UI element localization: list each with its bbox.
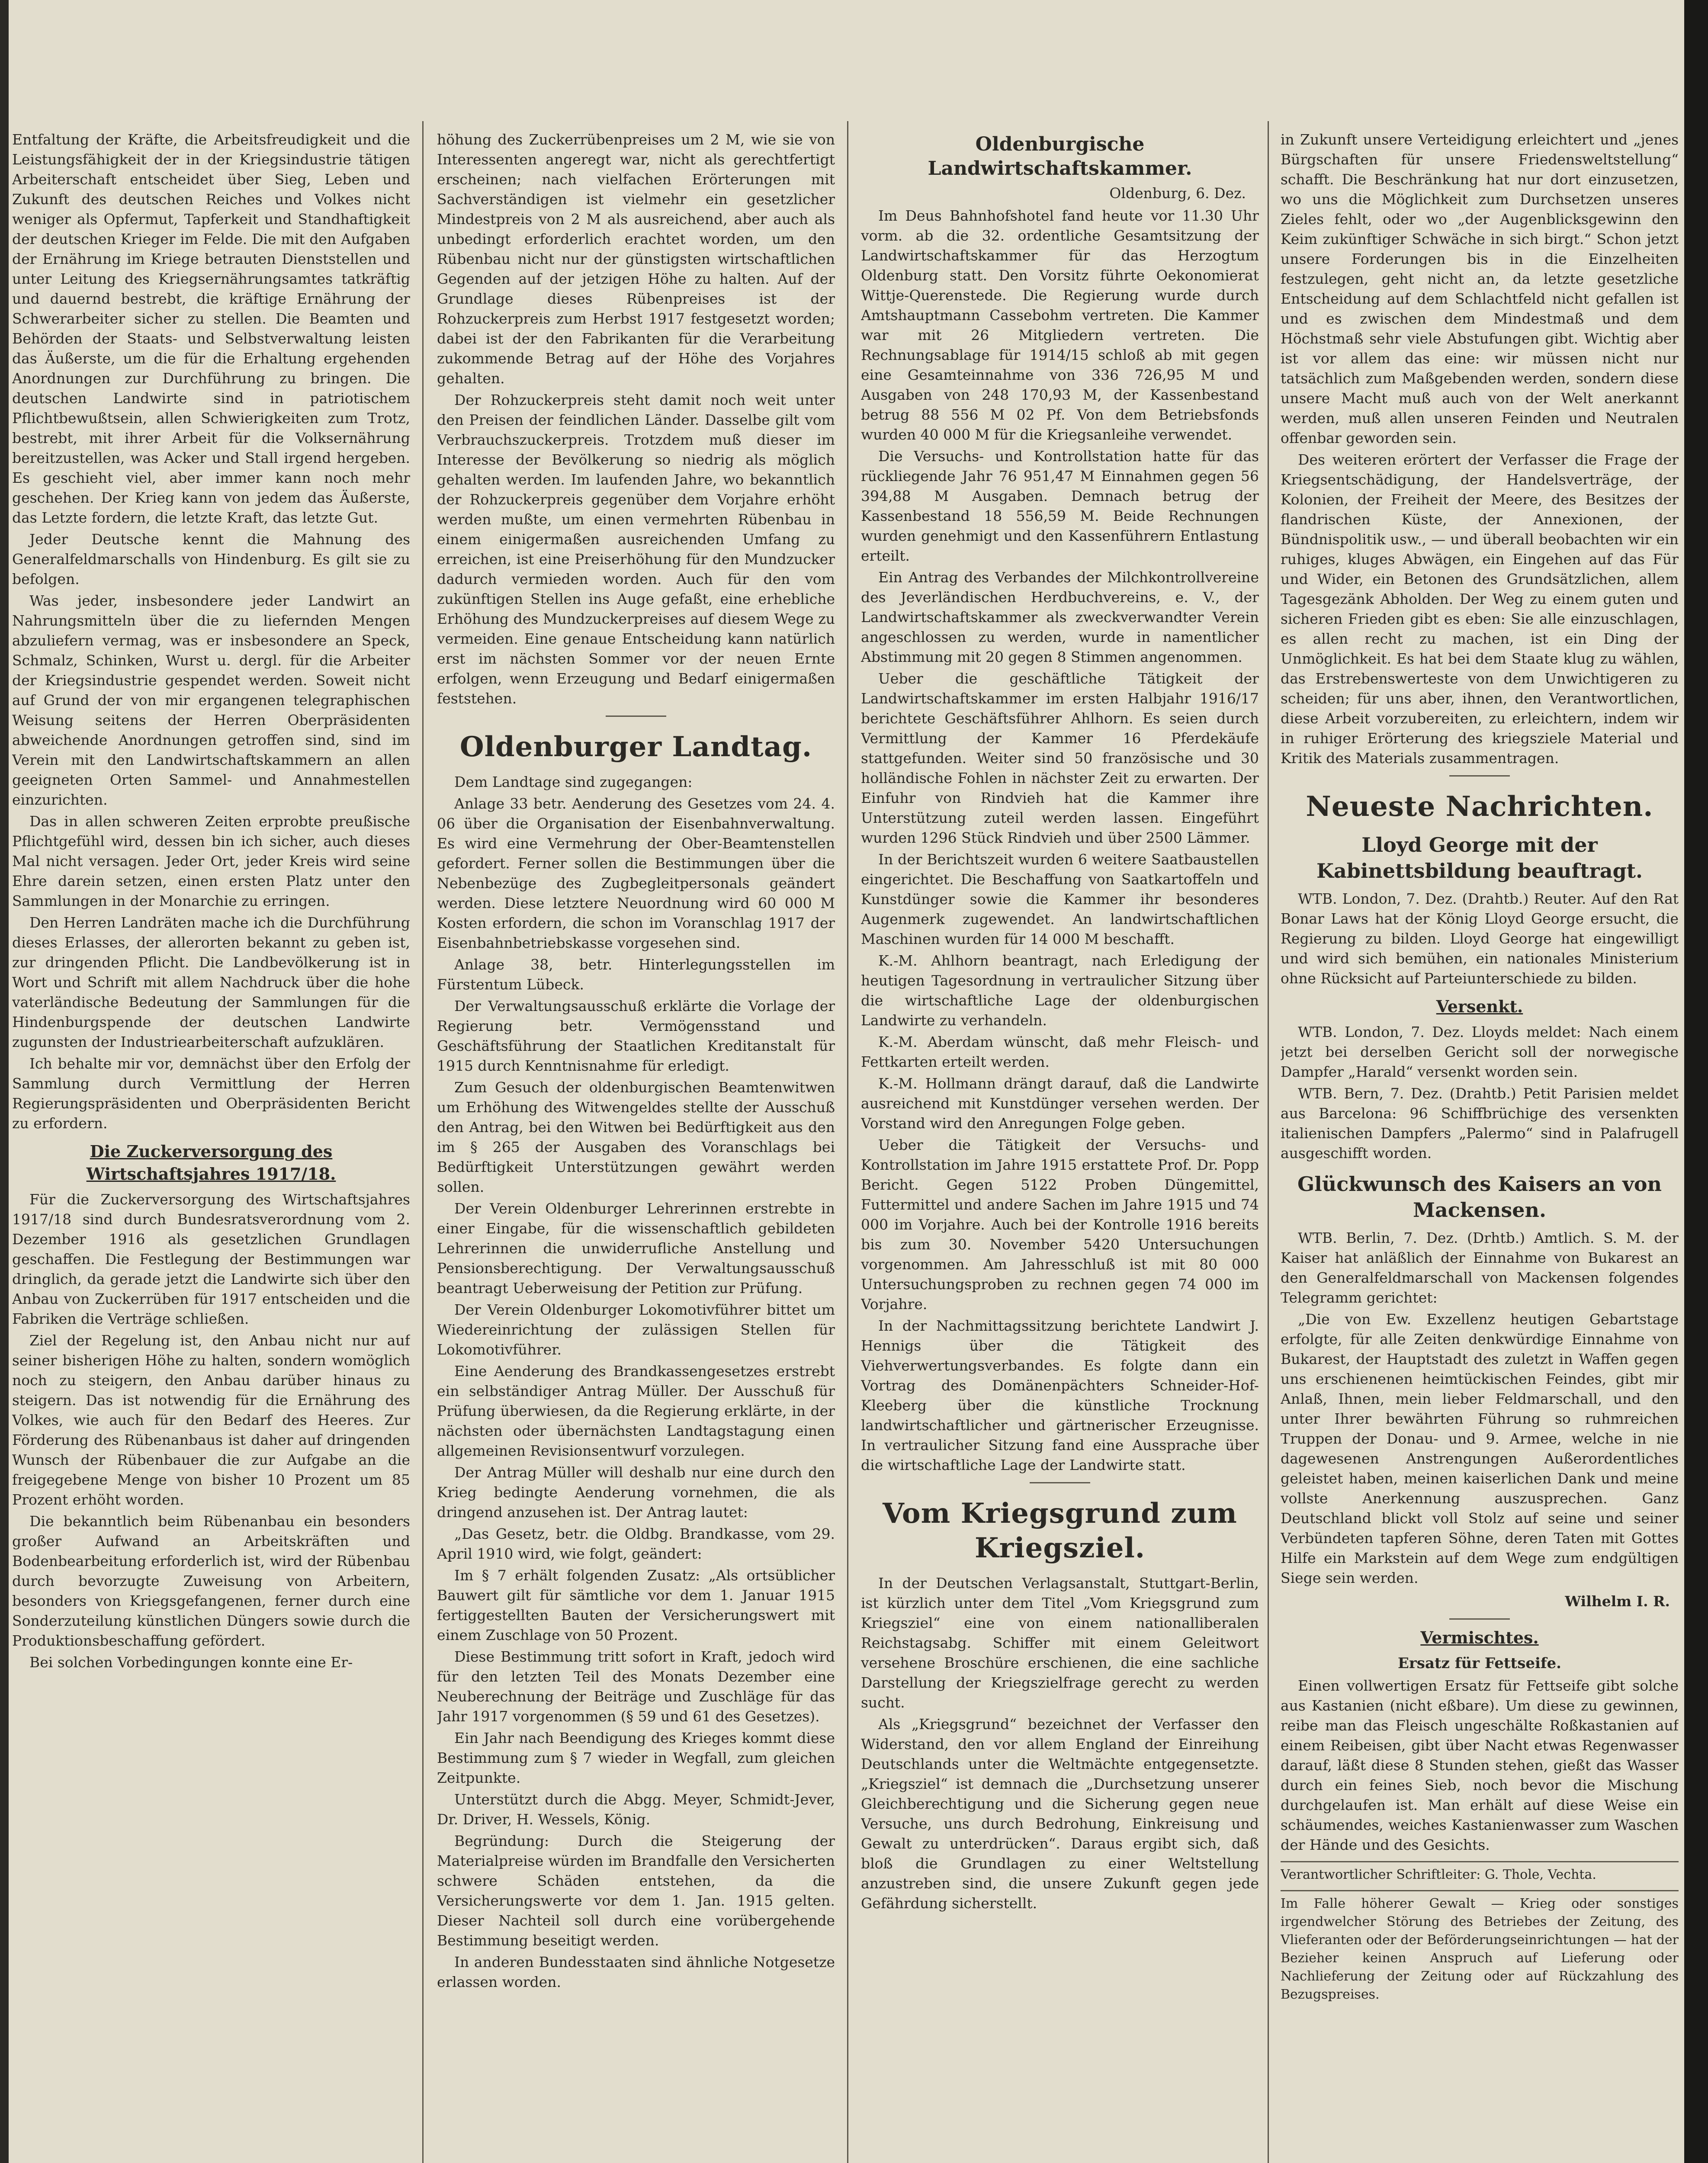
scan-background [1684, 0, 1708, 2163]
separator [606, 716, 666, 717]
column-4 [1281, 130, 1679, 2163]
article-heading: Oldenburgische Landwirtschaftskammer. [928, 133, 1192, 180]
paragraph: Anlage 38, betr. Hinterlegungsstellen im Fürstentum Lübeck. [437, 956, 835, 993]
paragraph: Ueber die Tätigkeit der Versuchs- und Kontrollstation im Jahre 1915 erstattete Prof. Dr. Popp Bericht. Gegen 5122 Proben Düngemittel, Futtermittel und andere Sachen im Jahre 1915 und 74 000 im Vorjahre. Auch bei der Kontrolle 1916 bereits bis zum 30. November 5420 Untersuchungen vorgenommen. Am Jahresschluß ist mit 80 000 Untersuchungsproben zu rechnen gegen 74 000 im Vorjahre. [861, 1136, 1259, 1313]
paragraph: Im § 7 erhält folgenden Zusatz: „Als ortsüblicher Bauwert gilt für sämtliche vor dem 1. Januar 1915 fertiggestellten Bauten der Versicherungswert mit einem Zuschlage von 50 Prozent. [437, 1567, 835, 1643]
editor-line: Verantwortlicher Schriftleiter: G. Thole, Vechta. [1281, 1861, 1679, 1884]
paragraph: Bei solchen Vorbedingungen konnte eine Er- [29, 1654, 353, 1671]
column-rule [847, 121, 848, 2163]
paragraph: Entfaltung der Kräfte, die Arbeitsfreudigkeit und die Leistungsfähigkeit der in der Kriegsindustrie tätigen Arbeiterschaft entscheidet über Sieg, Leben und Zukunft des deutschen Reiches und Volkes nicht weniger als Opfermut, Tapferkeit und Standhaftigkeit der deutschen Krieger im Felde. Die mit den Aufgaben der Ernährung im Kriege betrauten Dienststellen und unter Leitung des Kriegsernährungsamtes tatkräftig und dauernd bestrebt, die kräftige Ernährung der Schwerarbeiter sicher zu stellen. Die Beamten und Behörden der Staats- und Selbstverwaltung leisten das Äußerste, um die für die Erhaltung ergehenden Anordnungen zur Durchführung zu bringen. Die deutschen Landwirte sind in patriotischem Pflichtbewußtsein, allen Schwierigkeiten zum Trotz, bestrebt, mit ihrer Arbeit für die Volksernährung bereitzustellen, was Acker und Stall irgend hergeben. Es geschieht viel, aber immer kann noch mehr geschehen. Der Krieg kann von jedem das Äußerste, das Letzte fordern, die letzte Kraft, das letzte Gut. [12, 131, 410, 526]
paragraph: WTB. Bern, 7. Dez. (Drahtb.) Petit Parisien meldet aus Barcelona: 96 Schiffbrüchige des versenkten italienischen Dampfers „Palermo“ sind in Palafrugell ausgeschifft worden. [1281, 1085, 1679, 1162]
paragraph: K.-M. Ahlhorn beantragt, nach Erledigung der heutigen Tagesordnung in vertraulicher Sitzung über die wirtschaftliche Lage der oldenburgischen Landwirte zu verhandeln. [861, 952, 1259, 1029]
paragraph: Im Deus Bahnhofshotel fand heute vor 11.30 Uhr vorm. ab die 32. ordentliche Gesamtsitzung der Landwirtschaftskammer für das Herzogtum Oldenburg statt. Den Vorsitz führte Oekonomierat Wittje-Querenstede. Die Regierung wurde durch Amtshauptmann Cassebohm vertreten. Die Kammer war mit 26 Mitgliedern vertreten. Die Rechnungsablage für 1914/15 schloß ab mit gegen eine Gesamteinnahme von 336 726,95 M und Ausgaben von 248 170,93 M, der Kassenbestand betrug 88 556 M 02 Pf. Von dem Betriebsfonds wurden 40 000 M für die Kriegsanleihe verwendet. [861, 207, 1259, 443]
column-rule [422, 121, 424, 2163]
separator [1449, 775, 1510, 777]
signature: Wilhelm I. R. [1565, 1593, 1670, 1610]
paragraph: Ziel der Regelung ist, den Anbau nicht nur auf seiner bisherigen Höhe zu halten, sondern womöglich noch zu steigern, den Anbau darüber hinaus zu steigern. Das ist notwendig für die Ernährung des Volkes, wie auch für den Bedarf des Heeres. Zur Förderung des Rübenanbaus ist daher auf dringenden Wunsch der Rübenbauer die zur Aufgabe an die freigegebene Menge von bisher 10 Prozent um 85 Prozent erhöht worden. [12, 1332, 410, 1508]
paragraph: Das in allen schweren Zeiten erprobte preußische Pflichtgefühl wird, dessen bin ich sicher, auch dieses Mal nicht versagen. Jeder Ort, jeder Kreis wird seine Ehre darein setzen, einen ersten Platz unter den Sammlungen in der Monarchie zu erringen. [12, 813, 410, 909]
paragraph: Unterstützt durch die Abgg. Meyer, Schmidt-Jever, Dr. Driver, H. Wessels, König. [437, 1791, 835, 1828]
paragraph: Ueber die geschäftliche Tätigkeit der Landwirtschaftskammer im ersten Halbjahr 1916/17 berichtete Geschäftsführer Ahlhorn. Es seien durch Vermittlung der Kammer 16 Pferdekäufe stattgefunden. Weiter sind 50 französische und 30 holländische Fohlen in nächster Zeit zu erwarten. Der Einfuhr von Rindvieh hat die Kammer ihre Unterstützung zuteil werden lassen. Eingeführt wurden 1296 Stück Rindvieh und über 2500 Lämmer. [861, 670, 1259, 846]
paragraph: In der Berichtszeit wurden 6 weitere Saatbaustellen eingerichtet. Die Beschaffung von Saatkartoffeln und Kunstdünger sowie die Kammer ihr besonderes Augenmerk zugewendet. An landwirtschaftlichen Maschinen wurden für 14 000 M beschafft. [861, 851, 1259, 947]
paragraph: WTB. London, 7. Dez. Lloyds meldet: Nach einem jetzt bei derselben Gericht soll der norwegische Dampfer „Harald“ versenkt worden sein. [1281, 1024, 1679, 1080]
paragraph: höhung des Zuckerrübenpreises um 2 M, wie sie von Interessenten angeregt war, nicht als gerechtfertigt erscheinen; nach vielfachen Erörterungen mit Sachverständigen ist vielmehr ein gesetzlicher Mindestpreis von 2 M als ausreichend, aber auch als unbedingt erforderlich erachtet worden, um den Rübenbau nicht nur der günstigsten wirtschaftlichen Gegenden auf der jetzigen Höhe zu halten. Auf der Grundlage dieses Rübenpreises ist der Rohzuckerpreis zum Herbst 1917 festgesetzt worden; dabei ist der den Fabrikanten für die Verarbeitung zukommende Betrag auf der Höhe des Vorjahres gehalten. [437, 131, 835, 387]
separator [1449, 1618, 1510, 1620]
paragraph: Ein Antrag des Verbandes der Milchkontrollvereine des Jeverländischen Herdbuchvereins, e. V., der Landwirtschaftskammer als zweckverwandter Verein angeschlossen zu werden, wurde in namentlicher Abstimmung mit 20 gegen 8 Stimmen angenommen. [861, 569, 1259, 665]
paragraph: in Zukunft unsere Verteidigung erleichtert und „jenes Bürgschaften für unsere Friedensweltstellung“ schafft. Die Beschränkung hat nur dort einzusetzen, wo uns die Möglichkeit zum Durchsetzen unseres Zieles fehlt, oder wo „der Augenblicksgewinn den Keim zukünftiger Schwäche in sich birgt.“ Schon jetzt unsere Forderungen bis in die Einzelheiten festzulegen, geht nicht an, da letzte gesetzliche Entscheidung auf dem Schlachtfeld nicht gefallen ist und es zwischen dem Mindestmaß und dem Höchstmaß sehr viele Abstufungen gibt. Wichtig aber ist vor allem das eine: wir müssen nicht nur tatsächlich zum Maßgebenden werden, sondern diese unsere Macht muß auch von der Welt anerkannt werden, muß allen unseren Feinden und Neutralen offenbar geworden sein. [1281, 131, 1679, 446]
paragraph: K.-M. Hollmann drängt darauf, daß die Landwirte ausreichend mit Kunstdünger versehen werden. Der Vorstand wird den Anregungen Folge geben. [861, 1075, 1259, 1132]
paragraph: „Die von Ew. Exzellenz heutigen Gebartstage erfolgte, für alle Zeiten denkwürdige Einnahme von Bukarest, der Hauptstadt des zuletzt in Waffen gegen uns erschienenen heimtückischen Feindes, gibt mir Anlaß, Ihnen, mein lieber Feldmarschall, und den unter Ihrer bewährten Führung so ruhmreichen Truppen der Donau- und 9. Armee, welche in nie dagewesenen Anstrengungen Außerordentliches geleistet haben, meinen kaiserlichen Dank und meine vollste Anerkennung auszusprechen. Ganz Deutschland blickt voll Stolz auf seine und seiner Verbündeten tapferen Söhne, deren Taten mit Gottes Hilfe ein Markstein auf dem Wege zum endgültigen Siege sein werden. [1281, 1311, 1679, 1586]
paragraph: WTB. Berlin, 7. Dez. (Drhtb.) Amtlich. S. M. der Kaiser hat anläßlich der Einnahme von Bukarest an den Generalfeldmarschall von Mackensen folgendes Telegramm gerichtet: [1281, 1229, 1679, 1306]
paragraph: Jeder Deutsche kennt die Mahnung des Generalfeldmarschalls von Hindenburg. Es gilt sie zu befolgen. [12, 531, 410, 587]
paragraph: Der Verwaltungsausschuß erklärte die Vorlage der Regierung betr. Vermögensstand und Geschäftsführung der Staatlichen Kreditanstalt für 1915 durch Kenntnisnahme für erledigt. [437, 998, 835, 1074]
article-heading: Ersatz für Fettseife. [1397, 1655, 1562, 1672]
paragraph: Ein Jahr nach Beendigung des Krieges kommt diese Bestimmung zum § 7 wieder in Wegfall, zum gleichen Zeitpunkte. [437, 1730, 835, 1786]
delivery-notice: Im Falle höherer Gewalt — Krieg oder sonstiges irgendwelcher Störung des Betriebes der Zeitung, des Vlieferanten oder der Beförderungseinrichtungen — hat der Bezieher keinen Anspruch auf Lieferung oder Nachlieferung der Zeitung oder auf Rückzahlung des Bezugspreises. [1281, 1890, 1679, 2004]
page-edge-shadow [0, 0, 9, 2163]
paragraph: In der Nachmittagssitzung berichtete Landwirt J. Hennigs über die Tätigkeit des Viehverwertungsverbandes. Es folgte dann ein Vortrag des Domänenpächters Schneider-Hof-Kleeberg über die künstliche Trocknung landwirtschaftlicher und gärtnerischer Erzeugnisse. In vertraulicher Sitzung fand eine Aussprache über die wirtschaftliche Lage der Landwirte statt. [861, 1317, 1259, 1473]
section-heading: Neueste Nachrichten. [1306, 790, 1653, 823]
paragraph: In anderen Bundesstaaten sind ähnliche Notgesetze erlassen worden. [437, 1954, 835, 1990]
paragraph: Der Antrag Müller will deshalb nur eine durch den Krieg bedingte Aenderung vornehmen, die als dringend anzusehen ist. Der Antrag lautet: [437, 1464, 835, 1521]
article-heading: Vom Kriegsgrund zum Kriegsziel. [883, 1497, 1237, 1564]
paragraph: Die bekanntlich beim Rübenanbau ein besonders großer Aufwand an Arbeitskräften und Bodenbearbeitung erforderlich ist, wird der Rübenbau durch bevorzugte Zuweisung von Arbeitern, besonders von Kriegsgefangenen, ferner durch eine Sonderzuteilung künstlichen Düngers sowie durch die Produktionsbeschaffung gefördert. [12, 1513, 410, 1649]
paragraph: Diese Bestimmung tritt sofort in Kraft, jedoch wird für den letzten Teil des Monats Dezember eine Neuberechnung der Beiträge und Zuschläge für das Jahr 1917 vorgenommen (§ 59 und 61 des Gesetzes). [437, 1648, 835, 1725]
paragraph: Was jeder, insbesondere jeder Landwirt an Nahrungsmitteln über die zu liefernden Mengen abzuliefern vermag, was er insbesondere an Speck, Schmalz, Schinken, Wurst u. dergl. für die Arbeiter der Kriegsindustrie gespendet werden. Soweit nicht auf Grund der von mir ergangenen telegraphischen Weisung seitens der Herren Oberpräsidenten abweichende Anordnungen getroffen sind, sind im Verein mit den Landwirtschaftskammern an allen geeigneten Orten Sammel- und Annahmestellen einzurichten. [12, 592, 410, 808]
paragraph: Der Rohzuckerpreis steht damit noch weit unter den Preisen der feindlichen Länder. Dasselbe gilt vom Verbrauchszuckerpreis. Trotzdem muß dieser im Interesse der Bevölkerung so niedrig als möglich gehalten werden. Im laufenden Jahre, wo bekanntlich der Rohzuckerpreis gegenüber dem Vorjahre erhöht werden mußte, um einen vermehrten Rübenbau in einem einigermaßen ausreichenden Umfang zu erreichen, ist eine Preiserhöhung für den Mundzucker dadurch vermieden worden. Auch für den vom zukünftigen Stellen ins Auge gefaßt, eine erhebliche Erhöhung des Mundzuckerpreises auf diesem Wege zu vermeiden. Eine genaue Entscheidung kann natürlich erst im nächsten Sommer vor der neuen Ernte erfolgen, wenn Erzeugung und Bedarf einigermaßen feststehen. [437, 392, 835, 707]
paragraph: Zum Gesuch der oldenburgischen Beamtenwitwen um Erhöhung des Witwengeldes stellte der Ausschuß den Antrag, bei den Witwen bei Bedürftigkeit aus den im § 265 der Ausgaben des Voranschlags bei Bedürftigkeit Unterstützungen gewährt werden sollen. [437, 1079, 835, 1195]
paragraph: Als „Kriegsgrund“ bezeichnet der Verfasser den Widerstand, den vor allem England der Einreihung Deutschlands unter die Weltmächte entgegensetzte. „Kriegsziel“ ist demnach die „Durchsetzung unserer Gleichberechtigung und die Sicherung gegen neue Versuche, uns durch Bedrohung, Einkreisung und Gewalt zu unterdrücken“. Daraus ergibt sich, daß bloß die Grundlagen zu einer Weltstellung anzustreben sind, die unsere Zukunft gegen jede Gefährdung sicherstellt. [861, 1716, 1259, 1912]
paragraph: Den Herren Landräten mache ich die Durchführung dieses Erlasses, der allerorten bekannt zu geben ist, zur dringenden Pflicht. Die Landbevölkerung ist in Wort und Schrift mit allem Nachdruck über die hohe vaterländische Bedeutung der Sammlungen für die Hindenburgspende der deutschen Landwirte zugunsten der Industriearbeiterschaft aufzuklären. [12, 914, 410, 1050]
paragraph: Eine Aenderung des Brandkassengesetzes erstrebt ein selbständiger Antrag Müller. Der Ausschuß für Prüfung überwiesen, da die Regierung erklärte, in der nächsten oder übernächsten Landtagstagung einen allgemeinen Revisionsentwurf vorzulegen. [437, 1363, 835, 1459]
paragraph: Des weiteren erörtert der Verfasser die Frage der Kriegsentschädigung, der Handelsverträge, der Kolonien, der Freiheit der Meere, des Besitzes der flandrischen Küste, der Annexionen, der Bündnispolitik usw., — und überall beobachten wir ein ruhiges, kluges Abwägen, ein Eingehen auf das Für und Wider, ein Betonen des Grundsätzlichen, allem Tagesgezänk Abholden. Der Weg zu einem guten und sicheren Frieden gibt es eben: Sie alle einzuschlagen, es allen recht zu machen, ist ein Ding der Unmöglichkeit. Es hat bei dem Staate klug zu wählen, das Erstrebenswerteste von dem Unwichtigeren zu scheiden; für uns aber, ihnen, den Verantwortlichen, diese Arbeit vorzubereiten, zu erleichtern, indem wir in ruhiger Erörterung des kriegsziele Material und Kritik des Materials zusammentragen. [1281, 451, 1679, 767]
section-heading: Vermischtes. [1420, 1628, 1539, 1647]
dateline: Oldenburg, 6. Dez. [1109, 185, 1246, 202]
separator [1030, 1482, 1090, 1483]
paragraph: Der Verein Oldenburger Lehrerinnen erstrebte in einer Eingabe, für die wissenschaftlich gebildeten Lehrerinnen die unwiderrufliche Anstellung und Pensionsberechtigung. Der Verwaltungsausschuß beantragt Ueberweisung der Petition zur Prüfung. [437, 1200, 835, 1297]
article-heading: Oldenburger Landtag. [459, 731, 812, 763]
column-3 [861, 130, 1259, 2163]
paragraph: K.-M. Aberdam wünscht, daß mehr Fleisch- und Fettkarten erteilt werden. [861, 1033, 1259, 1070]
article-heading: Die Zuckerversorgung des Wirtschaftsjahres 1917/18. [86, 1142, 336, 1184]
paragraph: Einen vollwertigen Ersatz für Fettseife gibt solche aus Kastanien (nicht eßbare). Um diese zu gewinnen, reibe man das Fleisch ungeschälte Roßkastanien auf einem Reibeisen, gibt über Nacht etwas Regenwasser darauf, läßt diese 8 Stunden stehen, gießt das Wasser durch ein feines Sieb, noch bevor die Mischung durchgelaufen ist. Man erhält auf diese Weise ein schäumendes, weiches Kastanienwasser zum Waschen der Hände und des Gesichts. [1281, 1677, 1679, 1853]
article-heading: Versenkt. [1436, 997, 1523, 1016]
paragraph: In der Deutschen Verlagsanstalt, Stuttgart-Berlin, ist kürzlich unter dem Titel „Vom Kriegsgrund zum Kriegsziel“ eine von einem nationalliberalen Reichstagsabg. Schiffer mit einem Geleitwort versehene Broschüre erschienen, die eine sachliche Darstellung der Kriegszielfrage gerecht zu werden sucht. [861, 1575, 1259, 1711]
article-heading: Lloyd George mit der Kabinettsbildung beauftragt. [1316, 833, 1643, 883]
article-heading: Glückwunsch des Kaisers an von Mackensen. [1297, 1172, 1662, 1222]
paragraph: Begründung: Durch die Steigerung der Materialpreise würden im Brandfalle den Versicherten schwere Schäden entstehen, da die Versicherungswerte vor dem 1. Jan. 1915 gelten. Dieser Nachteil soll durch eine vorübergehende Bestimmung beseitigt werden. [437, 1832, 835, 1949]
paragraph: Für die Zuckerversorgung des Wirtschaftsjahres 1917/18 sind durch Bundesratsverordnung vom 2. Dezember 1916 als gesetzlichen Grundlagen geschaffen. Die Festlegung der Bestimmungen war dringlich, da gerade jetzt die Landwirte sich über den Anbau von Zuckerrüben für 1917 entscheiden und die Fabriken die Verträge schließen. [12, 1191, 410, 1327]
column-rule [1268, 121, 1269, 2163]
paragraph: Anlage 33 betr. Aenderung des Gesetzes vom 24. 4. 06 über die Organisation der Eisenbahnverwaltung. Es wird eine Vermehrung der Ober-Beamtenstellen gefordert. Ferner sollen die Bestimmungen über die Nebenbezüge des Zugbegleitpersonals geändert werden. Diese letztere Neuordnung wird 60 000 M Kosten erfordern, die schon im Voranschlag 1917 der Eisenbahnbetriebskasse vorgesehen sind. [437, 795, 835, 951]
column-1 [12, 130, 410, 2163]
paragraph: Dem Landtage sind zugegangen: [454, 773, 693, 790]
column-2 [437, 130, 835, 2163]
paragraph: Der Verein Oldenburger Lokomotivführer bittet um Wiedereinrichtung der zulässigen Stellen für Lokomotivführer. [437, 1301, 835, 1358]
paragraph: WTB. London, 7. Dez. (Drahtb.) Reuter. Auf den Rat Bonar Laws hat der König Lloyd George ersucht, die Regierung zu bilden. Lloyd George hat eingewilligt und wird sich bemühen, ein nationales Ministerium ohne Rücksicht auf Parteiunterschiede zu bilden. [1281, 890, 1679, 987]
paragraph: „Das Gesetz, betr. die Oldbg. Brandkasse, vom 29. April 1910 wird, wie folgt, geändert: [437, 1525, 835, 1562]
paragraph: Ich behalte mir vor, demnächst über den Erfolg der Sammlung durch Vermittlung der Herren Regierungspräsidenten und Oberpräsidenten Bericht zu erfordern. [12, 1055, 410, 1132]
paragraph: Die Versuchs- und Kontrollstation hatte für das rückliegende Jahr 76 951,47 M Einnahmen gegen 56 394,88 M Ausgaben. Demnach betrug der Kassenbestand 18 556,59 M. Beide Rechnungen wurden genehmigt und den Kassenführern Entlastung erteilt. [861, 448, 1259, 564]
